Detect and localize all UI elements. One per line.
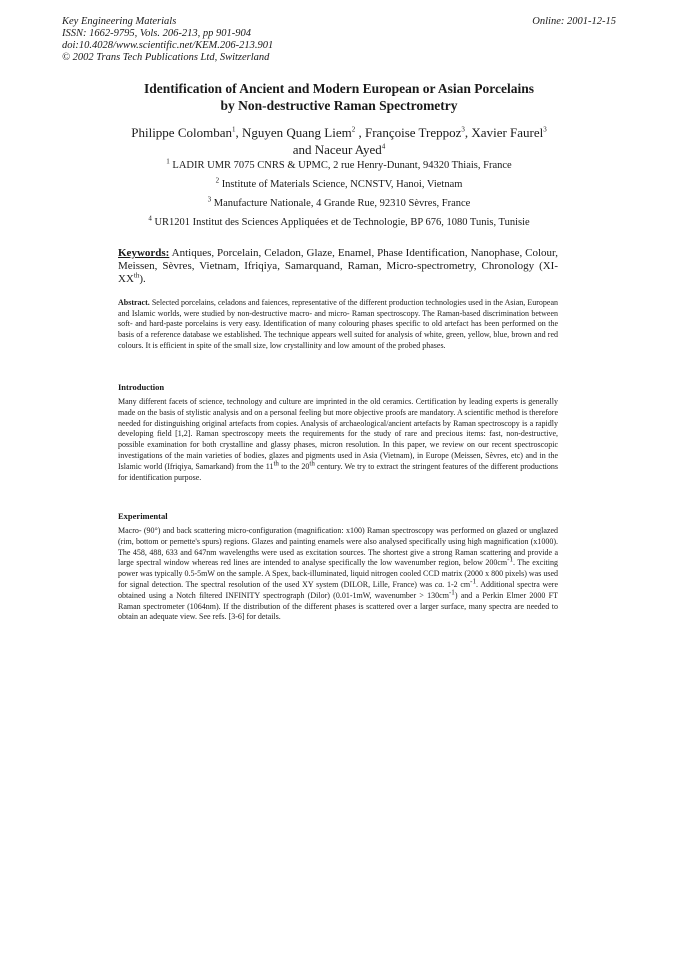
author-list: Philippe Colomban$^1$, Nguyen Quang Liem$^2$ , Françoise Treppoz$^3$, Xavier Faurel$^3$ and Naceur Ayed$^4$ xyxy=(131,125,547,157)
affiliation-item: $^2$ Institute of Materials Science, NCNSTV, Hanoi, Vietnam xyxy=(215,176,463,190)
introduction-heading: Introduction xyxy=(118,382,165,392)
affiliation-item: $^4$ UR1201 Institut des Sciences Appliquées et de Technologie, BP 676, 1080 Tunis, Tunisie xyxy=(148,214,530,228)
paper-title xyxy=(80,80,598,114)
copyright-line: © 2002 Trans Tech Publications Ltd, Switzerland xyxy=(62,52,270,63)
abstract-text: Selected porcelains, celadons and faiences, representative of the different production technologies used in the Asian, European and Islamic worlds, were studied by non-destructive macro- and micro- Raman spectroscopy. The Raman-based discrimination between soft- and hard-paste porcelains is very easy. Identification of many colouring phases specific to old artefact has been performed on the basis of a reference database we established. The technique appears well suited for analysis of white, green, yellow, blue, brown and red colours. It is efficient in spite of the small size, low crystallinity and low amount of the probed phases. xyxy=(118,298,558,350)
keywords-label: Keywords: xyxy=(118,247,170,259)
abstract-label: Abstract. xyxy=(118,298,150,307)
author-affil-mark: 3 xyxy=(461,125,465,134)
journal-name: Key Engineering Materials xyxy=(62,16,177,27)
experimental-paragraph: Macro- (90°) and back scattering micro-configuration (magnification: x100) Raman spectroscopy was performed on glazed or unglazed (rim, bottom or pernette's spurs) regions. Glazes and painting enamels were also analysed specifically using high magnification (x1000). The 458, 488, 633 and 647nm wavelengths were used as excitation sources. The shortest give a strong Raman scattering and provide a large spectral window whereas red lines are intended to analyse specifically the low wavenumber region, below $200cm^{-1}$. The exciting power was typically 0.5-5mW on the sample. A Spex, back-illuminated, liquid nitrogen cooled CCD matrix (2000 x 800 pixels) was used for signal detection. The spectral resolution of the used XY system (DILOR, Lille, France) was ca. 1-2 $cm^{-1}$. Additional spectra were obtained using a Notch filtered INFINITY spectrograph (Dilor) (0.01-1mW, wavenumber > $130cm^{-1}$) and a Perkin Elmer 2000 FT Raman spectrometer (1064nm). If the distribution of the different phases is scattered over a larger surface, many spectra are needed to obtain an adequate view. See refs. [3-6] for details. xyxy=(118,526,558,622)
title-line-2: by Non-destructive Raman Spectrometry xyxy=(220,98,458,113)
author-name: Nguyen Quang Liem xyxy=(241,125,352,140)
doi-line: doi:10.4028/www.scientific.net/KEM.206-213.901 xyxy=(62,40,274,51)
title-line-1: Identification of Ancient and Modern European or Asian Porcelains xyxy=(143,81,535,96)
issn-line: ISSN: 1662-9795, Vols. 206-213, pp 901-904 xyxy=(62,28,251,39)
journal-meta xyxy=(62,16,273,64)
keywords-text: Antiques, Porcelain, Celadon, Glaze, Enamel, Phase Identification, Nanophase, Colour, Meissen, Sèvres, Vietnam, Ifriqiya, Samarquand, Raman, Micro-spectrometry, Chronology (XI-XX xyxy=(118,247,558,285)
author-name: Philippe Colomban xyxy=(131,125,232,140)
online-date: Online: 2001-12-15 xyxy=(532,16,616,27)
author-conjunction: and xyxy=(292,142,312,157)
author-name: Xavier Faurel xyxy=(471,125,544,140)
author-affil-mark: 4 xyxy=(381,142,386,151)
introduction-paragraph: Many different facets of science, technology and culture are imprinted in the old ceramics. Certification by leading experts is generally made on the basis of stylistic analysis and on a personal feeling but more objective proofs are mandatory. A scientific method is therefore needed for distinguishing original artefacts from copies. Analysis of archaeological/ancient artefacts by Raman spectroscopy is a rapidly developing field [1,2]. Raman spectroscopy meets the requirements for the study of rare and precious items: fast, non-destructive, possible examination for both crystalline and glassy phases, micron resolution. In this paper, we review on our recent spectroscopic investigations of the main varieties of bodies, glazes and pigments used in Asia (Vietnam), in Europe (Meissen, Sèvres, etc) and in the Islamic world (Ifriqiya, Samarkand) from the 11th to the 20th century. We try to extract the stringent features of the different productions for identification purpose. xyxy=(118,397,558,482)
experimental-heading: Experimental xyxy=(118,511,168,521)
affiliation-item: $^1$ LADIR UMR 7075 CNRS & UPMC, 2 rue Henry-Dunant, 94320 Thiais, France xyxy=(166,157,512,171)
author-affil-mark: 3 xyxy=(543,125,547,134)
author-affil-mark: 1 xyxy=(231,125,236,134)
abstract-block xyxy=(118,298,558,352)
keywords-block: Keywords: Antiques, Porcelain, Celadon, Glaze, Enamel, Phase Identification, Nanophase, Colour, Meissen, Sèvres, Vietnam, Ifriqiya, Samarquand, Raman, Micro-spectrometry, Chronology (XI-XXth). xyxy=(118,247,558,285)
affiliation-item: $^3$ Manufacture Nationale, 4 Grande Rue, 92310 Sèvres, France xyxy=(207,195,471,209)
author-name: Françoise Treppoz xyxy=(365,125,462,140)
author-name: Naceur Ayed xyxy=(314,142,382,157)
author-affil-mark: 2 xyxy=(351,125,356,134)
affiliation-list xyxy=(60,156,618,232)
